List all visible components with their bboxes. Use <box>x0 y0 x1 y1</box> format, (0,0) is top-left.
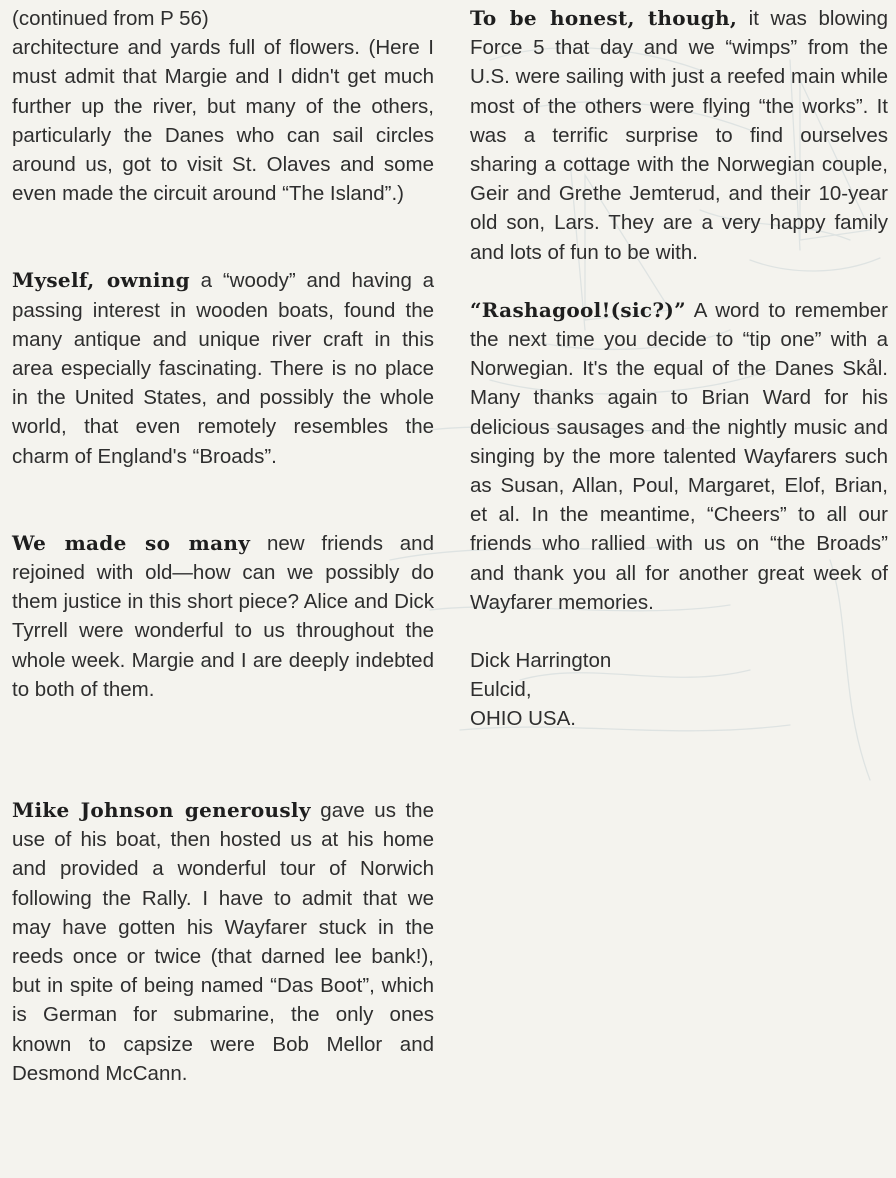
paragraph-mike-johnson <box>12 796 434 1088</box>
signature-region: OHIO USA. <box>470 707 576 731</box>
paragraph-lead: Mike Johnson generously <box>12 798 311 823</box>
paragraph-lead: To be honest, though, <box>470 6 738 30</box>
left-column <box>12 4 434 1088</box>
paragraph-body: gave us the use of his boat, then hosted us at his home and provided a wonderful tour of Norwich following the Rally. I have to admit that we may have gotten his Wayfarer stuck in the reeds once or twice (that darned lee bank!), but in spite of being named “Das Boot”, which is German for submarine, the only ones known to capsize were Bob Mellor and Desmond McCann. <box>12 799 434 1085</box>
signature-city: Eulcid, <box>470 678 532 702</box>
paragraph-body: A word to remember the next time you decide to “tip one” with a Norwegian. It's the equal of the Danes Skål. Many thanks again to Brian Ward for his delicious sausages and the nightly music and singing by the more talented Wayfarers such as Susan, Allan, Poul, Margaret, Elof, Brian, et al. In the meantime, “Cheers” to all our friends who rallied with us on “the Broads” and thank you all for another great week of Wayfarer memories. <box>470 298 888 614</box>
paragraph-body: new friends and rejoined with old—how can we possibly do them justice in this short piece? Alice and Dick Tyrrell were wonderful to us throughout the whole week. Margie and I are deeply indebted to both of them. <box>12 531 434 701</box>
paragraph-lead: “Rashagool!(sic?)” <box>470 297 686 322</box>
paragraph-to-be-honest <box>470 4 888 267</box>
paragraph-lead: Myself, owning <box>12 268 190 293</box>
author-signature <box>470 646 888 734</box>
continuation-note: (continued from P 56) <box>12 7 209 30</box>
paragraph-architecture: architecture and yards full of flowers. (Here I must admit that Margie and I didn't get much further up the river, but many of the others, particularly the Danes who can sail circles around us, got to visit St. Olaves and some even made the circuit around “The Island”.) <box>12 36 434 206</box>
paragraph-lead: We made so many <box>12 530 251 555</box>
paragraph-body: it was blowing Force 5 that day and we “wimps” from the U.S. were sailing with just a reefed main while most of the others were flying “the works”. It was a terrific surprise to find ourselves sharing a cottage with the Norwegian couple, Geir and Grethe Jemterud, and their 10-year old son, Lars. They are a very happy family and lots of fun to be with. <box>470 7 888 264</box>
paragraph-body: a “woody” and having a passing interest in wooden boats, found the many antique and unique river craft in this area especially fascinating. There is no place in the United States, and possibly the whole world, that even remotely resembles the charm of England's “Broads”. <box>12 269 434 468</box>
paragraph-new-friends <box>12 529 434 704</box>
signature-name: Dick Harrington <box>470 649 612 673</box>
right-column <box>470 4 888 734</box>
paragraph-rashagool <box>470 296 888 617</box>
paragraph-myself-owning <box>12 266 434 470</box>
